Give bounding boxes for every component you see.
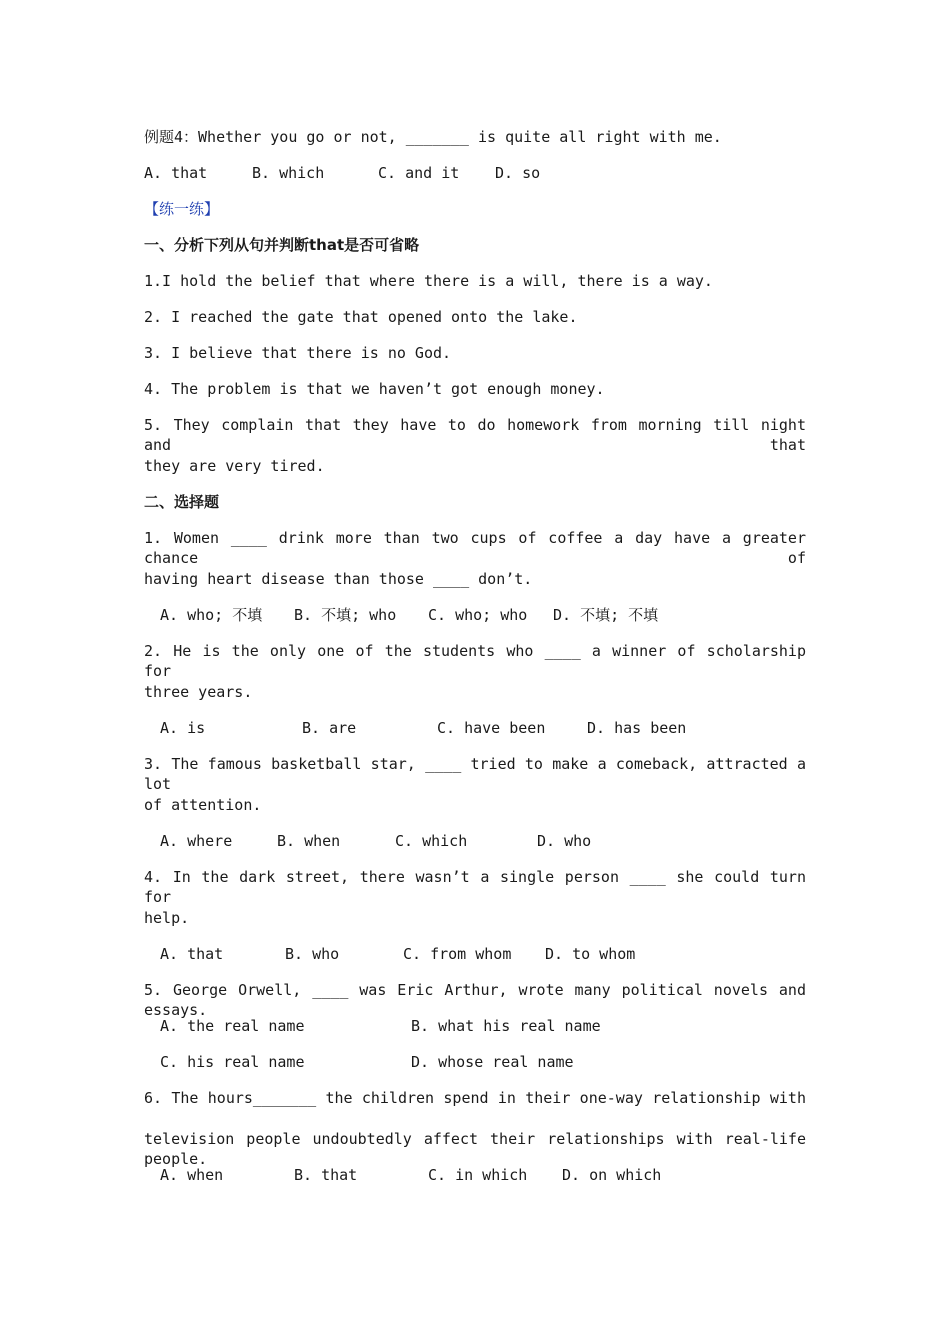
option-c: C. from whom: [403, 945, 512, 963]
question-3-line-1: 3. The famous basketball star, ____ tried to make a comeback, attracted a lot: [144, 755, 806, 793]
question-3-line-2: of attention.: [144, 796, 262, 814]
option-d: D. so: [495, 164, 541, 182]
section-1-item-5: 5. They complain that they have to do homework from morning till night and that: [144, 416, 806, 454]
question-1-line-1: 1. Women ____ drink more than two cups of coffee a day have a greater chance of: [144, 529, 806, 567]
option-c: C. and it: [378, 164, 460, 182]
section-1-item-4: 4. The problem is that we haven’t got enough money.: [144, 380, 605, 398]
option-d: D. who: [537, 832, 592, 850]
option-b: B. 不填; who: [294, 606, 397, 624]
option-d: D. whose real name: [411, 1053, 574, 1071]
option-b: B. what his real name: [411, 1017, 601, 1035]
option-c: C. in which: [428, 1166, 528, 1184]
question-2-options: [144, 718, 806, 738]
option-d: D. on which: [562, 1166, 662, 1184]
option-a: A. who; 不填: [160, 606, 263, 624]
question-5-options-row-1: [144, 1016, 806, 1036]
option-d: D. to whom: [545, 945, 636, 963]
option-b: B. are: [302, 719, 357, 737]
example-4-options: [144, 163, 806, 183]
question-6-line-2: television people undoubtedly affect their relationships with real-life people.: [144, 1130, 806, 1168]
option-b: B. which: [252, 164, 325, 182]
option-b: B. who: [285, 945, 340, 963]
option-c: C. have been: [437, 719, 546, 737]
section-1-item-1: 1.I hold the belief that where there is a will, there is a way.: [144, 272, 713, 290]
option-a: A. the real name: [160, 1017, 305, 1035]
option-d: D. has been: [587, 719, 687, 737]
question-6-line-1: 6. The hours_______ the children spend in their one-way relationship with: [144, 1089, 806, 1107]
option-b: B. that: [294, 1166, 358, 1184]
question-3-options: [144, 831, 806, 851]
question-1-options: [144, 605, 806, 625]
option-a: A. that: [160, 945, 224, 963]
option-c: C. who; who: [428, 606, 528, 624]
option-d: D. 不填; 不填: [553, 606, 659, 624]
question-4-line-1: 4. In the dark street, there wasn’t a single person ____ she could turn for: [144, 868, 806, 906]
section-1-title: 一、分析下列从句并判断that是否可省略: [144, 236, 420, 254]
question-6-options: [144, 1165, 806, 1185]
option-c: C. his real name: [160, 1053, 305, 1071]
option-a: A. that: [144, 164, 208, 182]
option-b: B. when: [277, 832, 341, 850]
option-c: C. which: [395, 832, 468, 850]
question-2-line-2: three years.: [144, 683, 253, 701]
question-5-options-row-2: [144, 1052, 806, 1072]
option-a: A. is: [160, 719, 206, 737]
section-1-item-5-cont: they are very tired.: [144, 457, 325, 475]
question-5-line-1: 5. George Orwell, ____ was Eric Arthur, wrote many political novels and essays.: [144, 981, 806, 1019]
option-a: A. when: [160, 1166, 224, 1184]
section-1-item-2: 2. I reached the gate that opened onto the lake.: [144, 308, 578, 326]
question-2-line-1: 2. He is the only one of the students who ____ a winner of scholarship for: [144, 642, 806, 680]
option-a: A. where: [160, 832, 233, 850]
practice-header: 【练一练】: [144, 200, 220, 218]
question-4-line-2: help.: [144, 909, 190, 927]
question-1-line-2: having heart disease than those ____ don’t.: [144, 570, 533, 588]
section-1-item-3: 3. I believe that there is no God.: [144, 344, 452, 362]
section-2-title: 二、选择题: [144, 493, 220, 511]
example-4-question: 例题4：Whether you go or not, _______ is quite all right with me.: [144, 128, 722, 146]
question-4-options: [144, 944, 806, 964]
